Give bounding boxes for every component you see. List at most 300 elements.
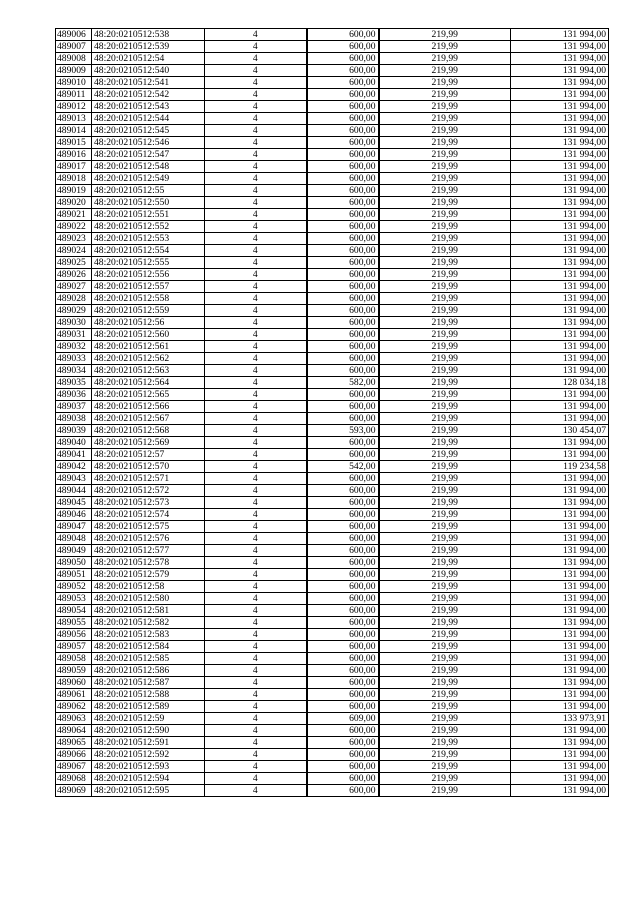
category-cell: 4 [205,185,307,197]
cadastral-number-cell: 48:20:0210512:569 [92,437,205,449]
cadastral-number-cell: 48:20:0210512:540 [92,65,205,77]
row-id-cell: 489027 [56,281,92,293]
category-cell: 4 [205,653,307,665]
category-cell: 4 [205,773,307,785]
rate-cell: 219,99 [379,53,511,65]
category-cell: 4 [205,329,307,341]
rate-cell: 219,99 [379,281,511,293]
value-cell: 131 994,00 [511,473,609,485]
table-row [56,569,609,581]
row-id-cell: 489013 [56,113,92,125]
value-cell: 131 994,00 [511,449,609,461]
area-cell: 600,00 [307,557,379,569]
rate-cell: 219,99 [379,173,511,185]
cadastral-number-cell: 48:20:0210512:582 [92,617,205,629]
row-id-cell: 489022 [56,221,92,233]
cadastral-number-cell: 48:20:0210512:557 [92,281,205,293]
table-row [56,53,609,65]
value-cell: 131 994,00 [511,365,609,377]
row-id-cell: 489048 [56,533,92,545]
rate-cell: 219,99 [379,269,511,281]
area-cell: 600,00 [307,689,379,701]
table-row [56,485,609,497]
table-row [56,425,609,437]
category-cell: 4 [205,509,307,521]
category-cell: 4 [205,209,307,221]
cadastral-number-cell: 48:20:0210512:546 [92,137,205,149]
value-cell: 131 994,00 [511,665,609,677]
value-cell: 131 994,00 [511,341,609,353]
area-cell: 600,00 [307,113,379,125]
cadastral-value-table [55,28,609,797]
category-cell: 4 [205,113,307,125]
cadastral-number-cell: 48:20:0210512:543 [92,101,205,113]
area-cell: 600,00 [307,209,379,221]
area-cell: 600,00 [307,737,379,749]
area-cell: 600,00 [307,749,379,761]
cadastral-number-cell: 48:20:0210512:572 [92,485,205,497]
value-cell: 131 994,00 [511,209,609,221]
rate-cell: 219,99 [379,233,511,245]
area-cell: 600,00 [307,389,379,401]
row-id-cell: 489021 [56,209,92,221]
row-id-cell: 489015 [56,137,92,149]
table-row [56,689,609,701]
row-id-cell: 489034 [56,365,92,377]
row-id-cell: 489062 [56,701,92,713]
table-row [56,665,609,677]
cadastral-number-cell: 48:20:0210512:544 [92,113,205,125]
rate-cell: 219,99 [379,149,511,161]
value-cell: 131 994,00 [511,77,609,89]
table-row [56,257,609,269]
value-cell: 133 973,91 [511,713,609,725]
cadastral-number-cell: 48:20:0210512:593 [92,761,205,773]
cadastral-number-cell: 48:20:0210512:545 [92,125,205,137]
table-row [56,329,609,341]
table-row [56,233,609,245]
table-row [56,365,609,377]
area-cell: 600,00 [307,581,379,593]
rate-cell: 219,99 [379,557,511,569]
area-cell: 600,00 [307,149,379,161]
row-id-cell: 489046 [56,509,92,521]
cadastral-number-cell: 48:20:0210512:555 [92,257,205,269]
rate-cell: 219,99 [379,725,511,737]
rate-cell: 219,99 [379,629,511,641]
row-id-cell: 489035 [56,377,92,389]
row-id-cell: 489050 [56,557,92,569]
category-cell: 4 [205,545,307,557]
rate-cell: 219,99 [379,509,511,521]
rate-cell: 219,99 [379,437,511,449]
table-row [56,617,609,629]
row-id-cell: 489030 [56,317,92,329]
cadastral-number-cell: 48:20:0210512:566 [92,401,205,413]
cadastral-number-cell: 48:20:0210512:575 [92,521,205,533]
rate-cell: 219,99 [379,737,511,749]
table-row [56,293,609,305]
table-row [56,149,609,161]
table-row [56,389,609,401]
rate-cell: 219,99 [379,365,511,377]
cadastral-number-cell: 48:20:0210512:590 [92,725,205,737]
category-cell: 4 [205,197,307,209]
table-row [56,713,609,725]
area-cell: 600,00 [307,53,379,65]
table-row [56,317,609,329]
value-cell: 131 994,00 [511,149,609,161]
category-cell: 4 [205,245,307,257]
area-cell: 600,00 [307,65,379,77]
area-cell: 609,00 [307,713,379,725]
value-cell: 131 994,00 [511,677,609,689]
rate-cell: 219,99 [379,329,511,341]
row-id-cell: 489008 [56,53,92,65]
table-row [56,761,609,773]
cadastral-number-cell: 48:20:0210512:558 [92,293,205,305]
area-cell: 600,00 [307,605,379,617]
table-row [56,449,609,461]
category-cell: 4 [205,281,307,293]
value-cell: 131 994,00 [511,269,609,281]
table-row [56,197,609,209]
row-id-cell: 489042 [56,461,92,473]
cadastral-number-cell: 48:20:0210512:58 [92,581,205,593]
category-cell: 4 [205,665,307,677]
row-id-cell: 489006 [56,29,92,41]
cadastral-number-cell: 48:20:0210512:565 [92,389,205,401]
cadastral-number-cell: 48:20:0210512:554 [92,245,205,257]
rate-cell: 219,99 [379,521,511,533]
area-cell: 600,00 [307,29,379,41]
category-cell: 4 [205,569,307,581]
value-cell: 131 994,00 [511,761,609,773]
row-id-cell: 489012 [56,101,92,113]
row-id-cell: 489051 [56,569,92,581]
rate-cell: 219,99 [379,605,511,617]
table-row [56,377,609,389]
area-cell: 600,00 [307,641,379,653]
row-id-cell: 489053 [56,593,92,605]
table-row [56,785,609,797]
cadastral-number-cell: 48:20:0210512:539 [92,41,205,53]
category-cell: 4 [205,89,307,101]
area-cell: 600,00 [307,617,379,629]
row-id-cell: 489017 [56,161,92,173]
category-cell: 4 [205,257,307,269]
area-cell: 600,00 [307,413,379,425]
rate-cell: 219,99 [379,221,511,233]
area-cell: 600,00 [307,353,379,365]
area-cell: 600,00 [307,401,379,413]
category-cell: 4 [205,317,307,329]
row-id-cell: 489043 [56,473,92,485]
cadastral-number-cell: 48:20:0210512:549 [92,173,205,185]
rate-cell: 219,99 [379,113,511,125]
cadastral-number-cell: 48:20:0210512:560 [92,329,205,341]
value-cell: 131 994,00 [511,197,609,209]
area-cell: 600,00 [307,785,379,797]
area-cell: 600,00 [307,221,379,233]
row-id-cell: 489036 [56,389,92,401]
rate-cell: 219,99 [379,473,511,485]
value-cell: 131 994,00 [511,137,609,149]
table-row [56,509,609,521]
row-id-cell: 489068 [56,773,92,785]
category-cell: 4 [205,749,307,761]
row-id-cell: 489026 [56,269,92,281]
cadastral-number-cell: 48:20:0210512:550 [92,197,205,209]
category-cell: 4 [205,497,307,509]
cadastral-number-cell: 48:20:0210512:547 [92,149,205,161]
value-cell: 131 994,00 [511,545,609,557]
rate-cell: 219,99 [379,353,511,365]
row-id-cell: 489058 [56,653,92,665]
value-cell: 131 994,00 [511,329,609,341]
rate-cell: 219,99 [379,41,511,53]
row-id-cell: 489023 [56,233,92,245]
rate-cell: 219,99 [379,389,511,401]
value-cell: 131 994,00 [511,725,609,737]
table-row [56,593,609,605]
value-cell: 131 994,00 [511,437,609,449]
row-id-cell: 489033 [56,353,92,365]
cadastral-number-cell: 48:20:0210512:588 [92,689,205,701]
value-cell: 131 994,00 [511,89,609,101]
value-cell: 131 994,00 [511,401,609,413]
cadastral-number-cell: 48:20:0210512:594 [92,773,205,785]
category-cell: 4 [205,269,307,281]
category-cell: 4 [205,413,307,425]
category-cell: 4 [205,389,307,401]
row-id-cell: 489047 [56,521,92,533]
rate-cell: 219,99 [379,749,511,761]
value-cell: 131 994,00 [511,257,609,269]
table-row [56,77,609,89]
row-id-cell: 489041 [56,449,92,461]
area-cell: 600,00 [307,497,379,509]
cadastral-number-cell: 48:20:0210512:56 [92,317,205,329]
category-cell: 4 [205,137,307,149]
area-cell: 600,00 [307,317,379,329]
row-id-cell: 489061 [56,689,92,701]
row-id-cell: 489009 [56,65,92,77]
rate-cell: 219,99 [379,341,511,353]
category-cell: 4 [205,617,307,629]
area-cell: 600,00 [307,533,379,545]
category-cell: 4 [205,221,307,233]
row-id-cell: 489069 [56,785,92,797]
area-cell: 600,00 [307,521,379,533]
table-row [56,545,609,557]
rate-cell: 219,99 [379,425,511,437]
table-row [56,749,609,761]
rate-cell: 219,99 [379,461,511,473]
area-cell: 593,00 [307,425,379,437]
cadastral-number-cell: 48:20:0210512:577 [92,545,205,557]
category-cell: 4 [205,689,307,701]
row-id-cell: 489064 [56,725,92,737]
cadastral-number-cell: 48:20:0210512:573 [92,497,205,509]
area-cell: 600,00 [307,761,379,773]
row-id-cell: 489028 [56,293,92,305]
table-row [56,605,609,617]
value-cell: 131 994,00 [511,737,609,749]
table-row [56,125,609,137]
rate-cell: 219,99 [379,497,511,509]
category-cell: 4 [205,377,307,389]
cadastral-number-cell: 48:20:0210512:564 [92,377,205,389]
rate-cell: 219,99 [379,293,511,305]
value-cell: 131 994,00 [511,617,609,629]
rate-cell: 219,99 [379,197,511,209]
cadastral-number-cell: 48:20:0210512:587 [92,677,205,689]
rate-cell: 219,99 [379,65,511,77]
row-id-cell: 489029 [56,305,92,317]
cadastral-number-cell: 48:20:0210512:592 [92,749,205,761]
category-cell: 4 [205,605,307,617]
cadastral-number-cell: 48:20:0210512:570 [92,461,205,473]
area-cell: 600,00 [307,197,379,209]
table-row [56,305,609,317]
area-cell: 600,00 [307,281,379,293]
row-id-cell: 489045 [56,497,92,509]
cadastral-number-cell: 48:20:0210512:589 [92,701,205,713]
row-id-cell: 489049 [56,545,92,557]
row-id-cell: 489007 [56,41,92,53]
row-id-cell: 489067 [56,761,92,773]
table-row [56,737,609,749]
table-row [56,461,609,473]
area-cell: 600,00 [307,629,379,641]
rate-cell: 219,99 [379,137,511,149]
cadastral-number-cell: 48:20:0210512:571 [92,473,205,485]
value-cell: 131 994,00 [511,629,609,641]
area-cell: 600,00 [307,593,379,605]
row-id-cell: 489066 [56,749,92,761]
category-cell: 4 [205,593,307,605]
rate-cell: 219,99 [379,569,511,581]
row-id-cell: 489055 [56,617,92,629]
table-row [56,113,609,125]
category-cell: 4 [205,725,307,737]
value-cell: 131 994,00 [511,773,609,785]
table-row [56,161,609,173]
category-cell: 4 [205,677,307,689]
row-id-cell: 489054 [56,605,92,617]
category-cell: 4 [205,29,307,41]
rate-cell: 219,99 [379,617,511,629]
cadastral-number-cell: 48:20:0210512:55 [92,185,205,197]
area-cell: 600,00 [307,653,379,665]
category-cell: 4 [205,41,307,53]
cadastral-number-cell: 48:20:0210512:59 [92,713,205,725]
area-cell: 600,00 [307,305,379,317]
area-cell: 600,00 [307,365,379,377]
rate-cell: 219,99 [379,209,511,221]
row-id-cell: 489024 [56,245,92,257]
table-row [56,629,609,641]
table-row [56,701,609,713]
area-cell: 582,00 [307,377,379,389]
table-row [56,557,609,569]
cadastral-number-cell: 48:20:0210512:541 [92,77,205,89]
value-cell: 131 994,00 [511,317,609,329]
rate-cell: 219,99 [379,641,511,653]
rate-cell: 219,99 [379,29,511,41]
category-cell: 4 [205,641,307,653]
rate-cell: 219,99 [379,593,511,605]
value-cell: 131 994,00 [511,29,609,41]
rate-cell: 219,99 [379,377,511,389]
cadastral-number-cell: 48:20:0210512:580 [92,593,205,605]
value-cell: 131 994,00 [511,233,609,245]
value-cell: 131 994,00 [511,53,609,65]
cadastral-number-cell: 48:20:0210512:579 [92,569,205,581]
rate-cell: 219,99 [379,701,511,713]
rate-cell: 219,99 [379,485,511,497]
category-cell: 4 [205,53,307,65]
table-row [56,725,609,737]
area-cell: 600,00 [307,173,379,185]
value-cell: 131 994,00 [511,521,609,533]
category-cell: 4 [205,521,307,533]
area-cell: 600,00 [307,269,379,281]
table-row [56,101,609,113]
value-cell: 131 994,00 [511,497,609,509]
area-cell: 600,00 [307,245,379,257]
value-cell: 131 994,00 [511,353,609,365]
rate-cell: 219,99 [379,245,511,257]
area-cell: 600,00 [307,293,379,305]
cadastral-number-cell: 48:20:0210512:574 [92,509,205,521]
category-cell: 4 [205,581,307,593]
category-cell: 4 [205,461,307,473]
value-cell: 131 994,00 [511,701,609,713]
rate-cell: 219,99 [379,305,511,317]
cadastral-number-cell: 48:20:0210512:54 [92,53,205,65]
category-cell: 4 [205,785,307,797]
cadastral-number-cell: 48:20:0210512:538 [92,29,205,41]
area-cell: 600,00 [307,773,379,785]
table-row [56,209,609,221]
cadastral-number-cell: 48:20:0210512:548 [92,161,205,173]
cadastral-number-cell: 48:20:0210512:581 [92,605,205,617]
area-cell: 600,00 [307,125,379,137]
rate-cell: 219,99 [379,125,511,137]
area-cell: 600,00 [307,101,379,113]
cadastral-number-cell: 48:20:0210512:551 [92,209,205,221]
table-row [56,581,609,593]
rate-cell: 219,99 [379,257,511,269]
cadastral-number-cell: 48:20:0210512:542 [92,89,205,101]
table-row [56,341,609,353]
category-cell: 4 [205,425,307,437]
value-cell: 131 994,00 [511,305,609,317]
cadastral-number-cell: 48:20:0210512:553 [92,233,205,245]
area-cell: 600,00 [307,437,379,449]
value-cell: 131 994,00 [511,413,609,425]
row-id-cell: 489020 [56,197,92,209]
area-cell: 600,00 [307,677,379,689]
area-cell: 600,00 [307,89,379,101]
category-cell: 4 [205,293,307,305]
table-row [56,185,609,197]
row-id-cell: 489044 [56,485,92,497]
area-cell: 600,00 [307,329,379,341]
row-id-cell: 489056 [56,629,92,641]
